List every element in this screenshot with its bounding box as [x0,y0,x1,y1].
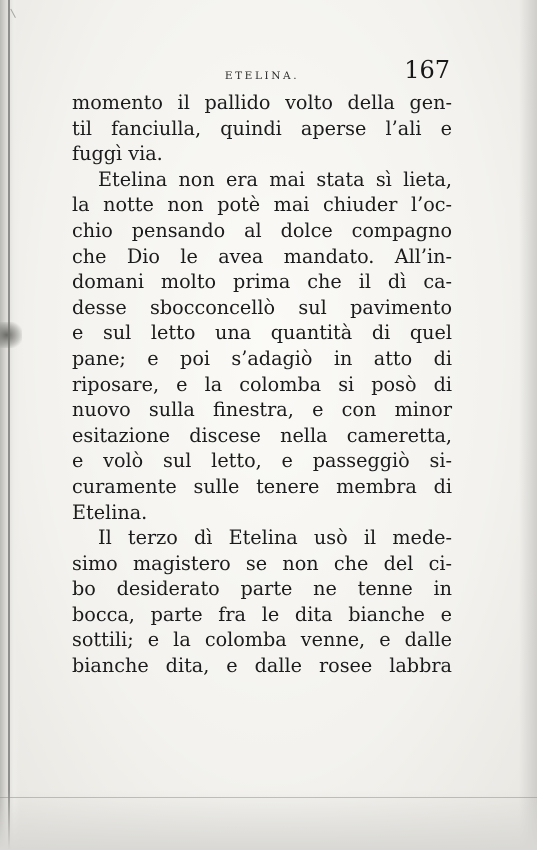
text-line: che Dio le avea mandato. All’in- [72,244,452,268]
page-right-edge-shadow [519,0,537,850]
text-line: bianche dita, e dalle rosee labbra [72,654,452,678]
paragraph-3 [72,525,452,679]
text-line: desse sbocconcellò sul pavimento [72,295,452,319]
text-line: e volò sul letto, e passeggiò si- [72,449,452,473]
text-line: fuggì via. [72,142,163,166]
paragraph-2 [72,167,452,525]
text-line: Il terzo dì Etelina usò il mede- [98,526,452,550]
text-line: simo magistero se non che del ci- [72,551,452,575]
text-line: bo desiderato parte ne tenne in [72,577,452,601]
text-line: til fanciulla, quindi aperse l’ali e [72,116,452,140]
page-bottom-edge-shadow [0,790,537,850]
text-line: sottili; e la colomba venne, e dalle [72,628,452,652]
text-line: la notte non potè mai chiuder l’oc- [72,193,452,217]
text-line: e sul letto una quantità di quel [72,321,452,345]
paragraph-1 [72,90,452,167]
page-gutter-edge [8,0,10,850]
text-line: chio pensando al dolce compagno [72,218,452,242]
text-line: momento il pallido volto della gen- [72,91,452,114]
text-line: domani molto prima che il dì ca- [72,270,452,294]
binding-mark [0,322,22,348]
page-bottom-edge-line [0,797,537,798]
text-line: esitazione discese nella cameretta, [72,423,452,447]
text-line: curamente sulle tenere membra di [72,474,452,498]
page-header [72,58,452,90]
book-page [72,58,452,679]
text-line: Etelina. [72,500,148,524]
text-line: bocca, parte fra le dita bianche e [72,602,452,626]
page-gutter-shadow [0,0,20,850]
text-line: Etelina non era mai stata sì lieta, [98,167,452,191]
text-line: riposare, e la colomba si posò di [72,372,452,396]
text-line: pane; e poi s’adagiò in atto di [72,346,452,370]
text-line: nuovo sulla finestra, e con minor [72,398,452,422]
running-head: ETELINA. [224,70,300,82]
page-number: 167 [404,56,450,84]
